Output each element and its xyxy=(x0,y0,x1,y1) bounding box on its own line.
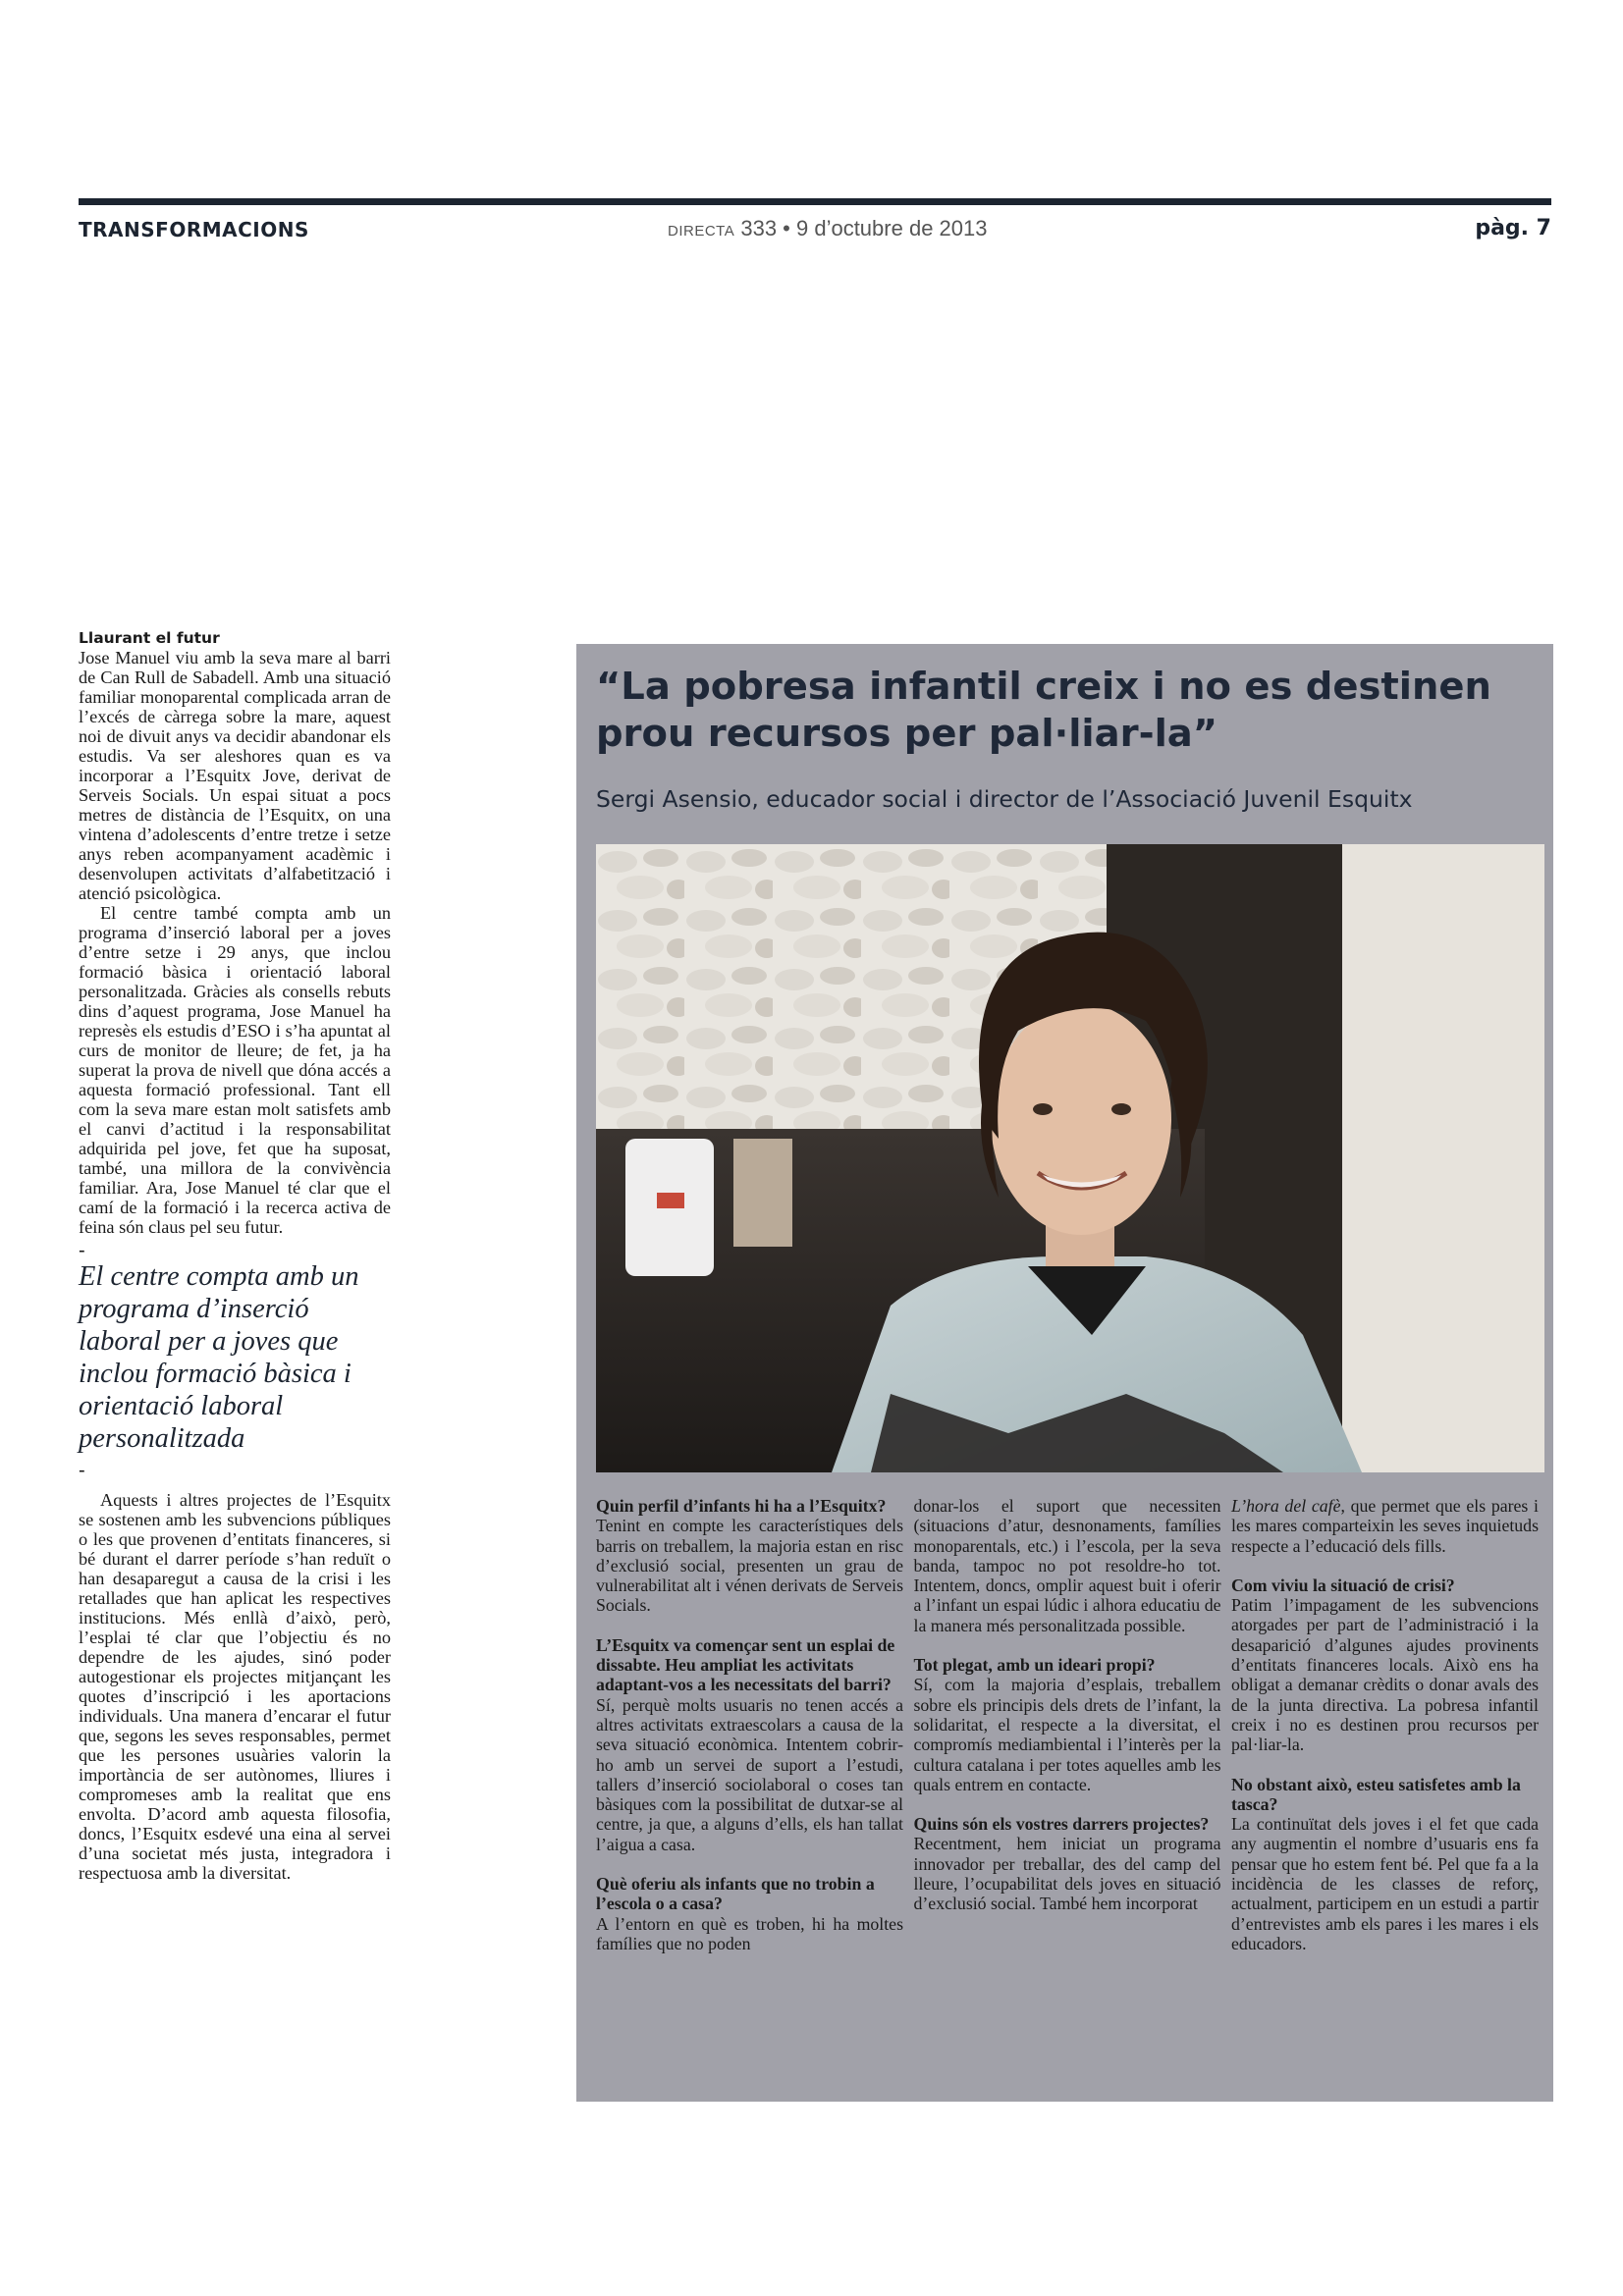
answer-7: La continuïtat dels joves i el fet que cada any augmentin el nombre d’usuaris ens fa pensar que ho estem fent bé. Pel que fa a la incidència de les classes de reforç, actualment, participem en un estudi a partir d’entrevistes amb els pares i les mares i els educadors. xyxy=(1231,1814,1539,1953)
portrait-illustration xyxy=(596,844,1544,1472)
answer-6: Patim l’impagament de les subvencions atorgades per part de l’administració i la desaparició d’algunes ajudes provinents d’entitats financeres locals. Això ens ha obligat a demanar crèdits o donar avals des de la junta directiva. La pobresa infantil creix i no es destinen prou recursos per pal·liar-la. xyxy=(1231,1595,1539,1755)
pullquote-dash-top: - xyxy=(79,1240,85,1261)
issue-info xyxy=(668,216,987,241)
interview-column-1 xyxy=(596,1496,903,1953)
left-column xyxy=(79,628,391,1883)
answer-1: Tenint en compte les característiques dels barris on treballem, la majoria estan en risc d’exclusió social, presenten un grau de vulnerabilitat alt i vénen derivats de Serveis Socials. xyxy=(596,1516,903,1616)
answer-3: A l’entorn en què es troben, hi ha moltes famílies que no poden xyxy=(596,1913,903,1953)
question-5: Quins són els vostres darrers projectes? xyxy=(913,1814,1210,1835)
pullquote: El centre compta amb un programa d’inserció laboral per a joves que inclou formació bàsica i orientació laboral personalitzada xyxy=(79,1261,359,1454)
section-title: TRANSFORMACIONS xyxy=(79,218,309,241)
page-number: pàg. 7 xyxy=(1475,216,1551,240)
answer-3-continued: donar-los el suport que necessiten (situacions d’atur, desnonaments, famílies monoparentals, etc.) i l’escola, per la seva banda, tampoc no pot resoldre-ho tot. Intentem, doncs, omplir aquest buit i oferir a l’infant un espai lúdic i alhora educatiu de la manera més personalitzada possible. xyxy=(913,1496,1221,1635)
answer-2: Sí, perquè molts usuaris no tenen accés a altres activitats extraescolars a causa de la seva situació econòmica. Intentem cobrir-ho amb un servei de suport a l’estudi, tallers d’inserció sociolaboral o coses tan bàsiques com la possibilitat de dutxar-se al centre, ja que, a alguns d’ells, els han tallat l’aigua a casa. xyxy=(596,1694,903,1854)
interview-columns xyxy=(596,1496,1539,1953)
interview-column-3 xyxy=(1231,1496,1539,1953)
paragraph-1: Jose Manuel viu amb la seva mare al barri de Can Rull de Sabadell. Amb una situació familiar monoparental complicada arran de l’excés de càrrega sobre la mare, aquest noi de divuit anys va decidir abandonar els estudis. Va ser aleshores quan es va incorporar a l’Esquitx Jove, derivat de Serveis Socials. Un espai situat a pocs metres de distància de l’Esquitx, on una vintena d’adolescents d’entre tretze i setze anys reben acompanyament acadèmic i desenvolupen activitats d’alfabetització i atenció psicològica. xyxy=(79,648,391,903)
answer-4: Sí, com la majoria d’esplais, treballem sobre els principis dels drets de l’infant, la solidaritat, el respecte a la diversitat, el compromís mediambiental i l’interès per la cultura catalana i per totes aquelles amb les quals entrem en contacte. xyxy=(913,1675,1221,1794)
issue-date: 333 • 9 d’octubre de 2013 xyxy=(740,216,988,240)
question-4: Tot plegat, amb un ideari propi? xyxy=(913,1655,1156,1676)
question-1: Quin perfil d’infants hi ha a l’Esquitx? xyxy=(596,1496,887,1516)
answer-5: Recentment, hem iniciat un programa innovador per treballar, des del camp del lleure, l’ocupabilitat dels joves en situació d’exclusió social. També hem incorporat xyxy=(913,1834,1221,1914)
article-subhead: Llaurant el futur xyxy=(79,629,220,647)
interview-headline: “La pobresa infantil creix i no es destinen prou recursos per pal·liar-la” xyxy=(596,665,1491,756)
paragraph-2: El centre també compta amb un programa d’inserció laboral per a joves d’entre setze i 29 anys, que inclou formació bàsica i orientació laboral personalitzada. Gràcies als consells rebuts dins d’aquest programa, Jose Manuel ha represès els estudis d’ESO i s’ha apuntat al curs de monitor de lleure; de fet, ja ha superat la prova de nivell que dóna accés a aquesta formació professional. Tant ell com la seva mare estan molt satisfets amb el canvi d’actitud i la responsabilitat adquirida pel jove, fet que ha suposat, també, una millora de la convivència familiar. Ara, Jose Manuel té clar que el camí de la formació i la recerca activa de feina són claus pel seu futur. xyxy=(79,903,391,1237)
interviewee-photo xyxy=(596,844,1544,1472)
question-2: L’Esquitx va començar sent un esplai de dissabte. Heu ampliat les activitats adaptant-vos a les necessitats del barri? xyxy=(596,1634,895,1695)
header-rule xyxy=(79,198,1551,205)
pullquote-dash-bottom: - xyxy=(79,1460,85,1481)
question-3: Què oferiu als infants que no trobin a l’escola o a casa? xyxy=(596,1874,875,1914)
interview-byline: Sergi Asensio, educador social i director de l’Associació Juvenil Esquitx xyxy=(596,785,1413,813)
interview-box xyxy=(576,644,1553,2102)
brand-name: DIRECTA xyxy=(668,223,735,240)
program-name: L’hora del cafè xyxy=(1231,1496,1341,1516)
question-6: Com viviu la situació de crisi? xyxy=(1231,1575,1455,1595)
question-7: No obstant això, esteu satisfetes amb la tasca? xyxy=(1231,1774,1521,1814)
paragraph-3: Aquests i altres projectes de l’Esquitx se sostenen amb les subvencions públiques o les que provenen d’entitats financeres, si bé durant el darrer període s’han reduït o han desaparegut a causa de la crisi i les retallades que han aplicat les respectives institucions. Més enllà d’això, però, l’esplai té clar que l’objectiu és no dependre de les ajudes, sinó poder autogestionar els projectes mitjançant les quotes d’inscripció i les aportacions individuals. Una manera d’encarar el futur que, segons les seves responsables, permet que les persones usuàries valorin la importància de ser autònomes, lliures i compromeses amb la realitat que ens envolta. D’acord amb aquesta filosofia, doncs, l’Esquitx esdevé una eina al servei d’una societat més justa, integradora i respectuosa amb la diversitat. xyxy=(79,1490,391,1883)
interview-column-2 xyxy=(914,1496,1221,1953)
answer-5-rest: , que permet que els pares i les mares comparteixin les seves inquietuds respecte a l’educació dels fills. xyxy=(1231,1496,1539,1556)
answer-5-continued xyxy=(1231,1496,1539,1556)
